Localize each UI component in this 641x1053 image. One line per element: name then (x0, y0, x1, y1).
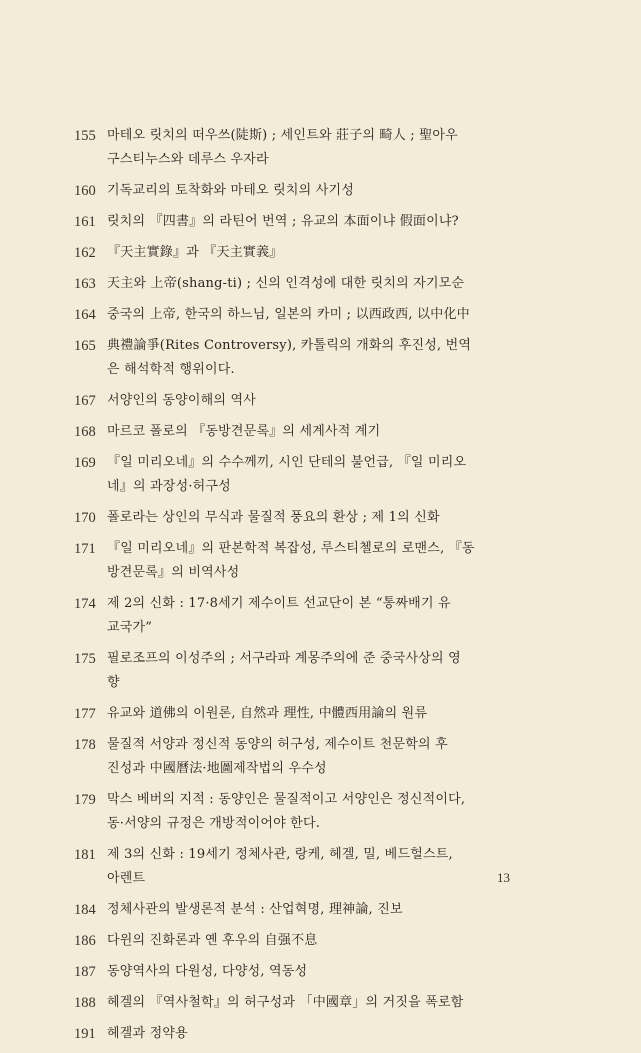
toc-entry (74, 929, 554, 953)
toc-page-number: 186 (74, 933, 96, 949)
toc-entry-title: 헤겔의 『역사철학』의 허구성과 「中國章」의 거짓을 폭로함 (107, 995, 464, 1010)
toc-entry (74, 389, 554, 413)
toc-entry-title: 중국의 上帝, 한국의 하느님, 일본의 카미 ; 以西政西, 以中化中 (107, 307, 470, 322)
toc-entry-title: 天主와 上帝(shang-ti) ; 신의 인격성에 대한 릿치의 자기모순 (107, 276, 465, 291)
toc-entry-title: 마르코 폴로의 『동방견문록』의 세계사적 계기 (107, 424, 381, 439)
toc-entry (74, 898, 554, 922)
toc-page-number: 163 (74, 276, 96, 292)
toc-entry-title: 동양역사의 다원성, 다양성, 역동성 (107, 964, 308, 979)
toc-entry-title: 마테오 릿치의 떠우쓰(陡斯) ; 세인트와 莊子의 畸人 ; 聖아우 구스티누스와 데루스 우자라 (107, 128, 458, 167)
toc-entry-title: 다윈의 진화론과 옌 후우의 自强不息 (107, 933, 318, 948)
toc-page-number: 165 (74, 338, 96, 354)
toc-entry (74, 537, 554, 585)
toc-page-number: 167 (74, 393, 96, 409)
toc-entry-title: 『天主實錄』과 『天主實義』 (107, 245, 283, 260)
toc-entry (74, 991, 554, 1015)
toc-entry-title: 기독교리의 토착화와 마테오 릿치의 사기성 (107, 183, 354, 198)
toc-entry (74, 210, 554, 234)
toc-page-number: 177 (74, 706, 96, 722)
toc-entry-title: 제 3의 신화 : 19세기 정체사관, 랑케, 헤겔, 밀, 베드헐스트, 아렌트 (107, 847, 453, 886)
toc-page-number: 191 (74, 1026, 96, 1042)
toc-page-number: 168 (74, 424, 96, 440)
toc-entry (74, 647, 554, 695)
toc-entry-title: 막스 베버의 지적 : 동양인은 물질적이고 서양인은 정신적이다, 동·서양의 규정은 개방적이어야 한다. (107, 792, 466, 831)
toc-entry (74, 702, 554, 726)
toc-page-number: 162 (74, 245, 96, 261)
toc-entry-title: 물질적 서양과 정신적 동양의 허구성, 제수이트 천문학의 후 진성과 中國曆法·地圖제작법의 우수성 (107, 737, 448, 776)
toc-page-number: 174 (74, 596, 96, 612)
toc-page-number: 160 (74, 183, 96, 199)
toc-page-number: 171 (74, 541, 96, 557)
toc-entry (74, 788, 554, 836)
toc-entry-title: 서양인의 동양이해의 역사 (107, 393, 257, 408)
toc-entry (74, 334, 554, 382)
toc-entry-title: 유교와 道佛의 이원론, 自然과 理性, 中體西用論의 원류 (107, 706, 428, 721)
toc-page-number: 164 (74, 307, 96, 323)
toc-page-number: 181 (74, 847, 96, 863)
page-number: 13 (497, 870, 510, 885)
toc-entry-title: 典禮論爭(Rites Controversy), 카톨릭의 개화의 후진성, 번역 은 해석학적 행위이다. (107, 338, 472, 377)
toc-page-number: 187 (74, 964, 96, 980)
toc-entry-title: 필로조프의 이성주의 ; 서구라파 계몽주의에 준 중국사상의 영 향 (107, 651, 461, 690)
toc-entry (74, 241, 554, 265)
toc-page-number: 188 (74, 995, 96, 1011)
toc-entry-title: 『일 미리오네』의 판본학적 복잡성, 루스티첼로의 로맨스, 『동 방견문록』의 비역사성 (107, 541, 475, 580)
toc-page-number: 184 (74, 902, 96, 918)
toc-entry (74, 506, 554, 530)
toc-entry (74, 960, 554, 984)
toc-entry (74, 843, 554, 891)
toc-entry (74, 420, 554, 444)
toc-page-number: 170 (74, 510, 96, 526)
toc-entry (74, 451, 554, 499)
toc-page-number: 179 (74, 792, 96, 808)
toc-entry-title: 폴로라는 상인의 무식과 물질적 풍요의 환상 ; 제 1의 신화 (107, 510, 440, 525)
toc-entry-title: 릿치의 『四書』의 라틴어 번역 ; 유교의 本面이냐 假面이냐? (107, 214, 459, 229)
toc-entry (74, 733, 554, 781)
toc-entry (74, 303, 554, 327)
toc-entry-title: 제 2의 신화 : 17·8세기 제수이트 선교단이 본 “통짜배기 유 교국가” (107, 596, 451, 635)
toc-page-number: 155 (74, 128, 96, 144)
toc-page-number: 161 (74, 214, 96, 230)
table-of-contents (74, 124, 554, 1053)
toc-page-number: 178 (74, 737, 96, 753)
toc-entry (74, 592, 554, 640)
toc-page-number: 175 (74, 651, 96, 667)
toc-entry (74, 124, 554, 172)
toc-entry-title: 『일 미리오네』의 수수께끼, 시인 단테의 불언급, 『일 미리오 네』의 과장성·허구성 (107, 455, 467, 494)
toc-entry-title: 정체사관의 발생론적 분석 : 산업혁명, 理神論, 진보 (107, 902, 403, 917)
toc-entry-title: 헤겔과 정약용 (107, 1026, 188, 1041)
toc-entry (74, 1022, 554, 1046)
toc-entry (74, 179, 554, 203)
toc-entry (74, 272, 554, 296)
toc-page-number: 169 (74, 455, 96, 471)
